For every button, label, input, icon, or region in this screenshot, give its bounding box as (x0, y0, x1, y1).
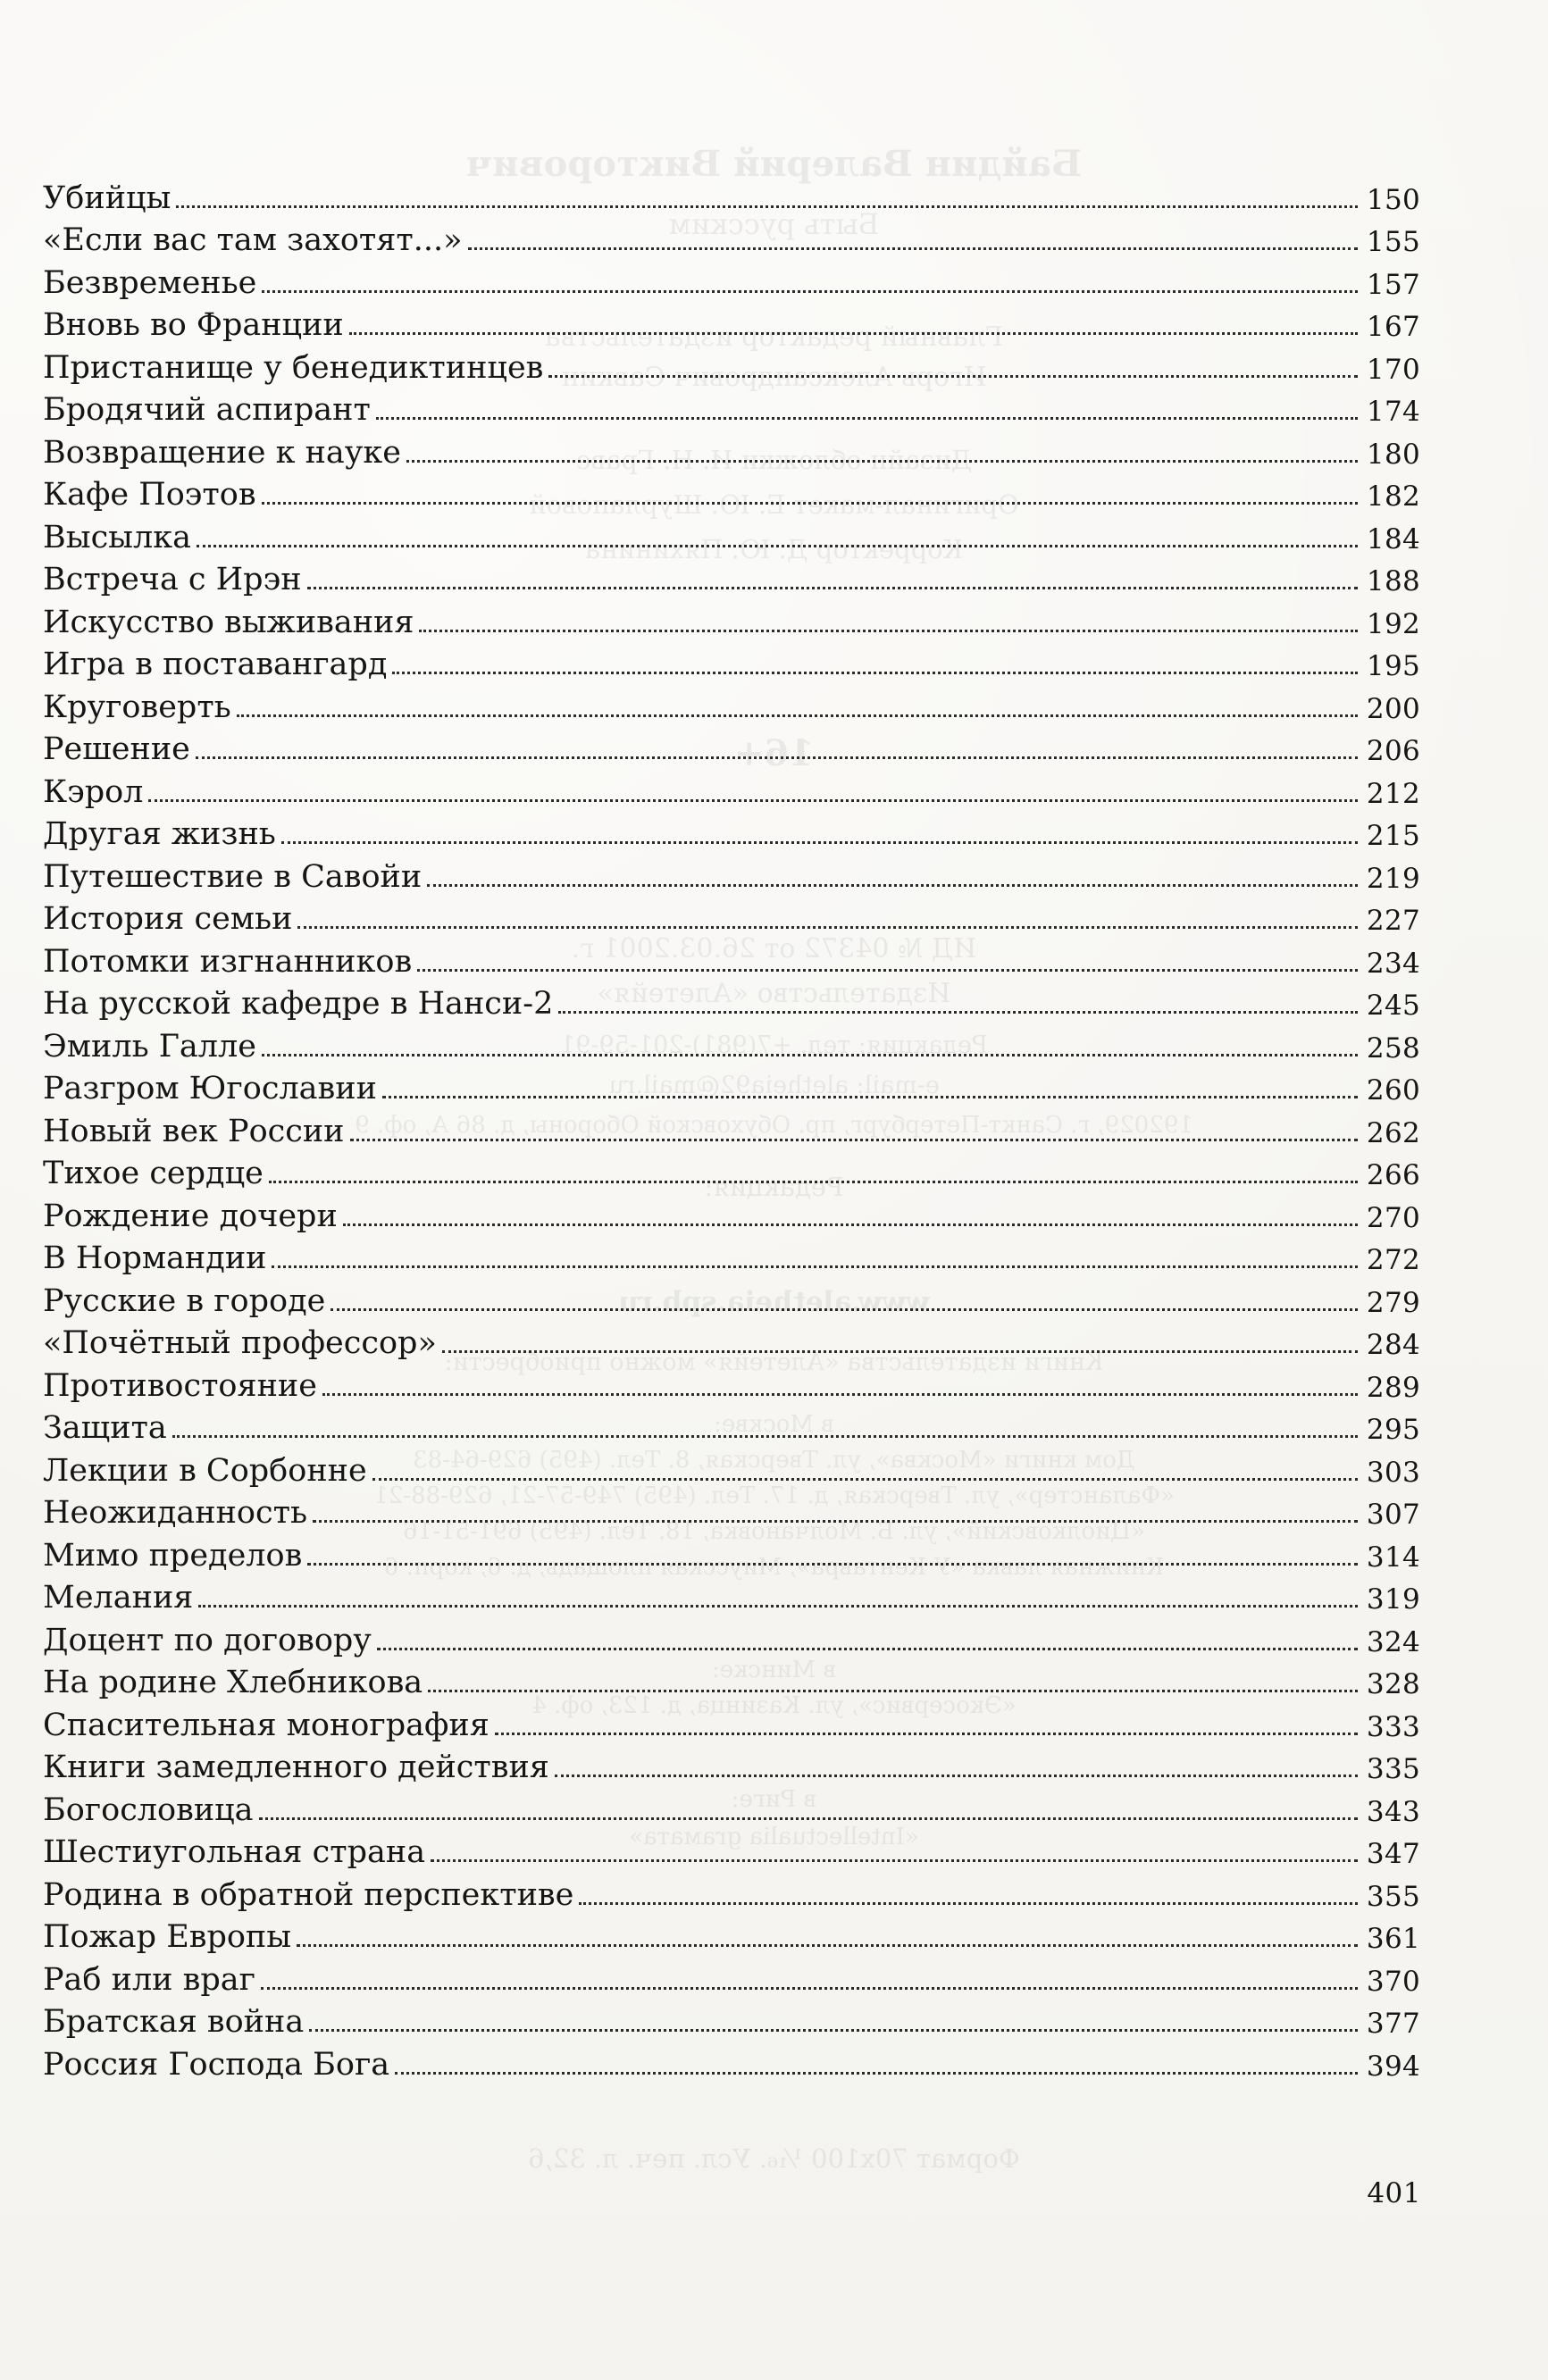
toc-entry-page: 150 (1366, 183, 1420, 216)
toc-entry (43, 1487, 1420, 1530)
ghost-design-line: Дизайн обложки И. Н. Граве (575, 445, 973, 475)
toc-entry (43, 850, 1420, 893)
toc-entry-title: Кэрол (43, 773, 144, 810)
toc-entry-page: 328 (1366, 1668, 1420, 1700)
toc-entry (43, 639, 1420, 681)
ghost-moscow-store-4: Книжная лавка «У Кентавра», Миусская площадь, д. 6, корп. 6 (384, 1554, 1164, 1581)
ghost-author: Байдин Валерий Викторович (465, 143, 1083, 185)
toc-dot-leader (262, 501, 1358, 505)
toc-entry-title: Искусство выживания (43, 604, 414, 640)
ghost-address-line: 192029, г. Санкт-Петербург, пр. Обуховской Обороны, д. 86 А, оф. 9 (355, 1112, 1193, 1139)
toc-entry-page: 266 (1366, 1159, 1420, 1191)
toc-entry-page: 155 (1366, 226, 1420, 258)
toc-entry (43, 511, 1420, 554)
toc-dot-leader (237, 714, 1358, 717)
toc-dot-leader (417, 968, 1358, 972)
toc-dot-leader (307, 586, 1358, 589)
toc-entry-title: В Нормандии (43, 1240, 267, 1276)
toc-dot-leader (269, 1180, 1358, 1183)
toc-entry-title: Лекции в Сорбонне (43, 1452, 367, 1489)
toc-entry-page: 188 (1366, 565, 1420, 597)
toc-entry (43, 2038, 1420, 2081)
toc-dot-leader (172, 1434, 1358, 1438)
toc-entry-title: Доцент по договору (43, 1622, 372, 1658)
toc-entry-page: 262 (1366, 1116, 1420, 1149)
toc-entry-page: 295 (1366, 1414, 1420, 1446)
toc-entry-page: 258 (1366, 1031, 1420, 1065)
ghost-phone-line: Редакция: тел. +7(981)-201-59-91 (559, 1031, 989, 1059)
toc-entry-page: 227 (1366, 905, 1420, 937)
toc-entry (43, 1020, 1420, 1063)
toc-entry (43, 1444, 1420, 1487)
ghost-publisher-line: Издательство «Алетейя» (597, 978, 951, 1009)
toc-entry (43, 1274, 1420, 1317)
toc-entry-page: 215 (1366, 820, 1420, 852)
toc-dot-leader (468, 246, 1359, 250)
toc-entry-title: Возвращение к науке (43, 434, 401, 471)
toc-entry (43, 171, 1420, 214)
toc-dot-leader (382, 1095, 1358, 1098)
toc-entry-title: Пожар Европы (43, 1919, 292, 1955)
toc-entry (43, 935, 1420, 978)
toc-dot-leader (331, 1307, 1358, 1311)
toc-dot-leader (259, 1816, 1358, 1820)
toc-dot-leader (419, 629, 1358, 632)
toc-entry-page: 319 (1366, 1583, 1420, 1616)
toc-entry (43, 1699, 1420, 1741)
ghost-moscow-store-1: Дом книги «Москва», ул. Тверская, 8. Тел. (495) 629-64-83 (413, 1447, 1135, 1474)
toc-entry-page: 307 (1366, 1499, 1420, 1531)
toc-entry-title: Бродячий аспирант (43, 392, 371, 428)
toc-entry-title: Кафе Поэтов (43, 477, 256, 513)
toc-entry (43, 978, 1420, 1021)
toc-entry-page: 324 (1366, 1625, 1420, 1658)
toc-entry-title: Другая жизнь (43, 816, 276, 852)
toc-entry-page: 219 (1366, 862, 1420, 895)
toc-entry (43, 299, 1420, 342)
toc-entry-page: 270 (1366, 1201, 1420, 1234)
ghost-layout-line: Оригинал-макет Е. Ю. Шурлаповой (529, 489, 1019, 520)
ghost-riga-store: «Intellectualia grамата» (629, 1824, 919, 1850)
toc-entry-page: 180 (1366, 438, 1420, 471)
toc-entry (43, 554, 1420, 597)
toc-entry (43, 1996, 1420, 2039)
toc-entry (43, 1063, 1420, 1106)
toc-entry-title: Путешествие в Савойи (43, 858, 423, 895)
toc-entry-page: 272 (1366, 1244, 1420, 1276)
toc-entry-title: Противостояние (43, 1367, 317, 1404)
toc-entry (43, 1657, 1420, 1699)
toc-entry-title: «Почётный профессор» (43, 1325, 437, 1361)
toc-entry-title: Русские в городе (43, 1282, 326, 1319)
toc-dot-leader (297, 925, 1358, 929)
toc-entry-title: Убийцы (43, 180, 172, 216)
toc-entry (43, 1105, 1420, 1148)
ghost-site-line: www.aletheia.spb.ru (617, 1286, 931, 1318)
toc-entry-page: 284 (1366, 1329, 1420, 1361)
toc-entry-title: Книги замедленного действия (43, 1750, 549, 1785)
toc-entry-title: Пристанище у бенедиктинцев (43, 349, 544, 386)
toc-dot-leader (262, 1053, 1358, 1056)
toc-entry (43, 596, 1420, 639)
toc-entry-title: На русской кафедре в Нанси-2 (43, 986, 554, 1022)
toc-entry-page: 182 (1366, 480, 1420, 513)
toc-entry-page: 343 (1366, 1795, 1420, 1828)
toc-entry-title: Рождение дочери (43, 1198, 338, 1234)
toc-entry (43, 1232, 1420, 1275)
toc-entry-title: Игра в поставангард (43, 647, 388, 682)
toc-entry (43, 1572, 1420, 1615)
toc-entry (43, 1741, 1420, 1784)
toc-entry-page: 355 (1366, 1880, 1420, 1913)
toc-dot-leader (350, 1138, 1358, 1141)
ghost-chief-editor-name: Игорь Александрович Савкин (561, 362, 987, 393)
ghost-editorial-label: Редакция: (704, 1172, 844, 1202)
toc-entry-title: Мимо пределов (43, 1537, 303, 1574)
toc-entry (43, 1148, 1420, 1190)
toc-entry (43, 723, 1420, 766)
toc-entry-title: Потомки изгнанников (43, 943, 413, 980)
toc-entry (43, 1953, 1420, 1996)
toc-dot-leader (322, 1392, 1358, 1396)
ghost-moscow-store-3: «Циолковский», ул. Б. Молчановка, 18. Тел. (495) 691-51-16 (403, 1518, 1145, 1545)
toc-entry-title: Россия Господа Бога (43, 2046, 390, 2083)
toc-entry-title: Безвременье (43, 264, 257, 301)
toc-entry-page: 157 (1366, 268, 1420, 301)
toc-dot-leader (555, 1774, 1358, 1777)
toc-entry-title: Тихое сердце (43, 1156, 264, 1191)
toc-entry-title: Родина в обратной перспективе (43, 1876, 574, 1913)
ghost-minsk-label: в Минске: (711, 1657, 837, 1683)
toc-dot-leader (377, 1647, 1358, 1650)
toc-entry-page: 200 (1366, 692, 1420, 725)
toc-entry-page: 212 (1366, 777, 1420, 810)
toc-entry (43, 469, 1420, 512)
toc-dot-leader (272, 1265, 1358, 1268)
toc-entry (43, 1614, 1420, 1657)
page-number: 401 (1367, 2177, 1421, 2209)
ghost-corrector-line: Корректор Д. Ю. Пяхинина (584, 534, 964, 564)
toc-entry (43, 426, 1420, 469)
toc-entry-page: 303 (1366, 1456, 1420, 1489)
ghost-chief-editor-label: Главный редактор издательства (544, 322, 1004, 353)
toc-entry-title: Защита (43, 1410, 167, 1446)
toc-entry (43, 1190, 1420, 1232)
toc-dot-leader (406, 459, 1358, 463)
toc-dot-leader (262, 289, 1358, 293)
toc-dot-leader (309, 2028, 1358, 2032)
toc-entry (43, 1826, 1420, 1869)
toc-entry-title: Эмиль Галле (43, 1028, 256, 1065)
toc-dot-leader (495, 1732, 1358, 1735)
toc-dot-leader (395, 2071, 1358, 2075)
toc-dot-leader (281, 840, 1358, 844)
toc-dot-leader (343, 1223, 1358, 1226)
toc-dot-leader (176, 205, 1358, 208)
toc-entry (43, 1402, 1420, 1445)
toc-dot-leader (392, 671, 1358, 674)
toc-entry-page: 184 (1366, 522, 1420, 555)
toc-entry-page: 260 (1366, 1074, 1420, 1106)
toc-entry-title: Братская война (43, 2004, 305, 2040)
toc-entry (43, 1317, 1420, 1360)
table-of-contents (43, 171, 1420, 2081)
toc-entry (43, 765, 1420, 808)
toc-dot-leader (261, 1986, 1358, 1990)
toc-entry (43, 1868, 1420, 1911)
toc-entry-title: Неожиданность (43, 1495, 307, 1531)
toc-entry-title: Разгром Югославии (43, 1071, 377, 1106)
toc-entry-title: Спасительная монография (43, 1707, 490, 1743)
toc-entry-title: Решение (43, 731, 190, 767)
toc-dot-leader (558, 1010, 1358, 1014)
toc-entry-title: Круговерть (43, 689, 231, 725)
toc-entry-page: 174 (1366, 396, 1420, 428)
toc-entry-page: 245 (1366, 990, 1420, 1022)
toc-dot-leader (548, 374, 1358, 378)
toc-dot-leader (349, 331, 1358, 335)
toc-dot-leader (148, 798, 1358, 802)
toc-dot-leader (196, 756, 1358, 759)
toc-entry-page: 289 (1366, 1371, 1420, 1404)
toc-entry-page: 361 (1366, 1923, 1420, 1955)
toc-dot-leader (197, 544, 1358, 547)
toc-entry-page: 370 (1366, 1965, 1420, 1998)
ghost-email-line: e-mail: aletheia92@mail.ru (608, 1072, 940, 1099)
toc-entry (43, 214, 1420, 257)
toc-entry-page: 192 (1366, 607, 1420, 640)
toc-entry-title: «Если вас там захотят...» (43, 222, 463, 258)
toc-entry-page: 333 (1366, 1710, 1420, 1743)
toc-dot-leader (313, 1519, 1358, 1523)
toc-entry (43, 1359, 1420, 1402)
toc-entry (43, 1783, 1420, 1826)
toc-entry-page: 377 (1366, 2008, 1420, 2040)
toc-dot-leader (297, 1943, 1358, 1947)
toc-entry (43, 256, 1420, 299)
ghost-format-line: Формат 70х100 ¹⁄₁₆. Усл. печ. л. 32,6 (528, 2143, 1020, 2174)
toc-dot-leader (307, 1562, 1358, 1566)
toc-entry-title: Встреча с Ирэн (43, 562, 302, 597)
ghost-buy-line: Книги издательства «Алетейя» можно приобрести: (444, 1349, 1104, 1376)
toc-entry-page: 170 (1366, 353, 1420, 386)
toc-entry-page: 167 (1366, 311, 1420, 343)
toc-entry (43, 893, 1420, 936)
toc-entry-page: 335 (1366, 1753, 1420, 1785)
toc-entry-page: 234 (1366, 947, 1420, 980)
toc-entry (43, 1911, 1420, 1954)
toc-dot-leader (431, 1858, 1358, 1862)
toc-entry-page: 279 (1366, 1286, 1420, 1319)
ghost-moscow-store-2: «Фаланстер», ул. Тверская, д. 17. Тел. (495) 749-57-21, 629-88-21 (373, 1482, 1175, 1509)
toc-entry-title: Богословица (43, 1791, 254, 1828)
toc-entry (43, 681, 1420, 723)
toc-entry (43, 341, 1420, 384)
ghost-moscow-label: в Москве: (714, 1411, 834, 1438)
ghost-riga-label: в Риге: (731, 1786, 817, 1813)
toc-entry (43, 384, 1420, 427)
toc-entry (43, 1529, 1420, 1572)
toc-entry-page: 206 (1366, 735, 1420, 767)
toc-entry-title: Шестиугольная страна (43, 1834, 426, 1870)
toc-dot-leader (428, 1689, 1358, 1692)
toc-entry-page: 195 (1366, 650, 1420, 682)
toc-entry-title: Раб или враг (43, 1961, 255, 1998)
toc-dot-leader (427, 883, 1358, 887)
toc-dot-leader (198, 1604, 1358, 1608)
toc-entry-title: Вновь во Франции (43, 307, 344, 343)
toc-entry (43, 808, 1420, 851)
ghost-book-title: Быть русским (668, 207, 880, 241)
toc-entry-title: На родине Хлебникова (43, 1665, 423, 1700)
toc-dot-leader (372, 1477, 1358, 1481)
toc-dot-leader (579, 1901, 1358, 1905)
toc-entry-title: Мелания (43, 1580, 194, 1616)
ghost-license-line: ИД № 04372 от 26.03.2001 г. (571, 933, 977, 965)
toc-entry-page: 347 (1366, 1838, 1420, 1870)
toc-entry-page: 314 (1366, 1541, 1420, 1574)
ghost-age-mark: 16+ (733, 732, 815, 774)
toc-entry-title: Новый век России (43, 1113, 345, 1149)
toc-entry-page: 394 (1366, 2050, 1420, 2083)
ghost-minsk-store: «Экосервис», ул. Казинца, д. 123, оф. 4 (531, 1692, 1017, 1719)
toc-dot-leader (376, 416, 1358, 420)
toc-entry-title: История семьи (43, 901, 293, 937)
toc-entry-title: Высылка (43, 519, 192, 555)
toc-dot-leader (442, 1349, 1358, 1353)
